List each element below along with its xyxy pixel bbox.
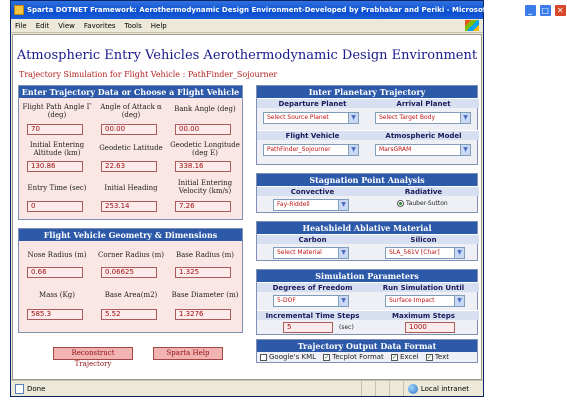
chevron-down-icon[interactable]: ▼ <box>454 296 464 306</box>
lat-field[interactable]: 22.63 <box>101 161 157 172</box>
nose-field[interactable]: 0.66 <box>27 267 83 278</box>
close-button[interactable]: ✕ <box>554 4 567 17</box>
heatshield-panel <box>256 221 478 261</box>
silicon-value: SLA_561V [Char] <box>389 249 440 256</box>
maximize-button[interactable]: □ <box>539 4 552 17</box>
kml-label: Google's KML <box>269 353 317 361</box>
intranet-globe-icon <box>408 384 418 394</box>
run-until-value: Surface Impact <box>389 297 435 304</box>
base-area-field[interactable]: 5.52 <box>101 309 157 320</box>
text-label: Text <box>434 353 449 361</box>
trajectory-header: Enter Trajectory Data or Choose a Flight Vehicle <box>19 86 242 98</box>
minimize-button[interactable]: _ <box>524 4 537 17</box>
status-left <box>15 384 361 394</box>
title-bar <box>11 1 564 19</box>
carbon-value: Select Material <box>277 249 322 256</box>
stagnation-header: Stagnation Point Analysis <box>257 174 477 186</box>
geometry-panel <box>18 228 243 333</box>
radiative-label: Radiative <box>368 186 479 196</box>
arrival-planet-select[interactable] <box>375 112 471 124</box>
dof-value: 5-DOF <box>277 297 296 304</box>
output-header: Trajectory Output Data Format <box>257 340 477 352</box>
mass-label: Mass (Kg) <box>39 291 75 299</box>
departure-planet-label: Departure Planet <box>257 98 368 108</box>
output-options <box>260 353 449 361</box>
menu-edit[interactable]: Edit <box>35 21 50 30</box>
checkbox-checked-icon[interactable]: ✓ <box>392 353 398 361</box>
menu-file[interactable]: File <box>15 21 27 30</box>
lat-label: Geodetic Latitude <box>99 144 163 152</box>
trajectory-panel <box>18 85 243 220</box>
flight-vehicle-value: PathFinder_Sojourner <box>267 146 331 153</box>
heading-field[interactable]: 253.14 <box>101 201 157 212</box>
atmospheric-model-select[interactable] <box>375 144 471 156</box>
page-content <box>12 34 482 380</box>
sparta-help-button[interactable]: Sparta Help <box>153 347 223 360</box>
dof-label: Degrees of Freedom <box>257 282 368 292</box>
tecplot-label: Tecplot Format <box>332 353 384 361</box>
alt-label: Initial Entering Altitude (km) <box>29 141 85 157</box>
mass-field[interactable]: 585.3 <box>27 309 83 320</box>
chevron-down-icon[interactable]: ▼ <box>338 200 348 210</box>
fpa-label: Flight Path Angle Γ (deg) <box>22 103 92 119</box>
incremental-steps-unit: (sec) <box>339 324 354 331</box>
convective-select[interactable] <box>273 199 349 211</box>
bank-field[interactable]: 00.00 <box>175 124 231 135</box>
checkbox-icon[interactable] <box>260 354 267 361</box>
excel-option[interactable] <box>391 353 419 361</box>
incremental-steps-label: Incremental Time Steps <box>257 310 368 320</box>
silicon-select[interactable] <box>385 247 465 259</box>
corner-label: Corner Radius (m) <box>98 251 164 259</box>
aoa-field[interactable]: 00.00 <box>101 124 157 135</box>
radiative-value: Tauber-Sutton <box>406 200 448 207</box>
maximum-steps-field[interactable]: 1000 <box>405 322 455 333</box>
page-icon <box>15 384 24 394</box>
run-until-label: Run Simulation Until <box>368 282 479 292</box>
convective-value: Fay-Riddell <box>277 201 310 208</box>
run-until-select[interactable] <box>385 295 465 307</box>
menu-tools[interactable]: Tools <box>124 21 142 30</box>
window-title: Sparta DOTNET Framework: Aerothermodynamic Design Environment-Developed by Prabhakar and Periki - Microsoft Intern... <box>27 6 524 14</box>
chevron-down-icon[interactable]: ▼ <box>348 113 358 123</box>
vel-label: Initial Entering Velocity (km/s) <box>177 179 233 195</box>
vel-field[interactable]: 7.26 <box>175 201 231 212</box>
status-text: Done <box>27 384 46 393</box>
chevron-down-icon[interactable]: ▼ <box>454 248 464 258</box>
departure-planet-value: Select Source Planet <box>267 114 329 121</box>
time-label: Entry Time (sec) <box>27 184 87 192</box>
simulation-header: Simulation Parameters <box>257 270 477 282</box>
lon-field[interactable]: 338.16 <box>175 161 231 172</box>
radiative-option[interactable] <box>397 200 448 207</box>
fpa-field[interactable]: 70 <box>27 124 83 135</box>
security-zone <box>403 381 483 396</box>
convective-label: Convective <box>257 186 368 196</box>
time-field[interactable]: 0 <box>27 201 83 212</box>
incremental-steps-field[interactable]: 5 <box>283 322 333 333</box>
app-icon <box>14 5 24 15</box>
chevron-down-icon[interactable]: ▼ <box>338 248 348 258</box>
maximum-steps-label: Maximum Steps <box>368 310 479 320</box>
excel-label: Excel <box>400 353 419 361</box>
corner-field[interactable]: 0.06625 <box>101 267 157 278</box>
simulation-panel <box>256 269 478 335</box>
text-option[interactable] <box>426 353 449 361</box>
radio-selected-icon[interactable] <box>397 200 404 207</box>
kml-option[interactable] <box>260 353 316 361</box>
arrival-planet-value: Select Target Body <box>379 114 436 121</box>
lon-label: Geodetic Longitude (deg E) <box>170 141 240 157</box>
page-title: Atmospheric Entry Vehicles Aerothermodynamic Design Environment <box>16 48 478 63</box>
checkbox-checked-icon[interactable]: ✓ <box>426 353 432 361</box>
menu-help[interactable]: Help <box>150 21 167 30</box>
planetary-panel <box>256 85 478 165</box>
geometry-header: Flight Vehicle Geometry & Dimensions <box>19 229 242 241</box>
zone-text: Local intranet <box>420 384 469 393</box>
page-subtitle: Trajectory Simulation for Flight Vehicle : PathFinder_Sojourner <box>19 70 278 79</box>
checkbox-checked-icon[interactable]: ✓ <box>324 353 330 361</box>
menu-favorites[interactable]: Favorites <box>83 21 116 30</box>
nose-label: Nose Radius (m) <box>27 251 87 259</box>
base-diameter-field[interactable]: 1.3276 <box>175 309 231 320</box>
base-area-label: Base Area(m2) <box>104 291 158 299</box>
browser-window <box>10 0 564 397</box>
windows-logo-icon <box>465 20 479 31</box>
base-diameter-label: Base Diameter (m) <box>171 291 239 299</box>
menu-view[interactable]: View <box>58 21 75 30</box>
arrival-planet-label: Arrival Planet <box>368 98 479 108</box>
stagnation-panel <box>256 173 478 213</box>
atmospheric-model-label: Atmospheric Model <box>368 130 479 140</box>
output-panel <box>256 339 478 363</box>
reconstruct-trajectory-button[interactable]: Reconstruct Trajectory <box>53 347 133 360</box>
heading-label: Initial Heading <box>104 184 158 192</box>
chevron-down-icon[interactable]: ▼ <box>460 113 470 123</box>
tecplot-option[interactable] <box>323 353 384 361</box>
base-radius-label: Base Radius (m) <box>175 251 235 259</box>
flight-vehicle-select[interactable] <box>263 144 359 156</box>
heatshield-header: Heatshield Ablative Material <box>257 222 477 234</box>
menu-bar <box>11 19 483 33</box>
bank-label: Bank Angle (deg) <box>174 105 236 113</box>
chevron-down-icon[interactable]: ▼ <box>460 145 470 155</box>
departure-planet-select[interactable] <box>263 112 359 124</box>
aoa-label: Angle of Attack α (deg) <box>100 103 162 119</box>
carbon-label: Carbon <box>257 234 368 244</box>
silicon-label: Silicon <box>368 234 479 244</box>
chevron-down-icon[interactable]: ▼ <box>338 296 348 306</box>
carbon-select[interactable] <box>273 247 349 259</box>
status-bar <box>11 380 483 396</box>
flight-vehicle-label: Flight Vehicle <box>257 130 368 140</box>
chevron-down-icon[interactable]: ▼ <box>348 145 358 155</box>
atmospheric-model-value: MarsGRAM <box>379 146 412 153</box>
alt-field[interactable]: 130.86 <box>27 161 83 172</box>
dof-select[interactable] <box>273 295 349 307</box>
planetary-header: Inter Planetary Trajectory <box>257 86 477 98</box>
base-radius-field[interactable]: 1.325 <box>175 267 231 278</box>
